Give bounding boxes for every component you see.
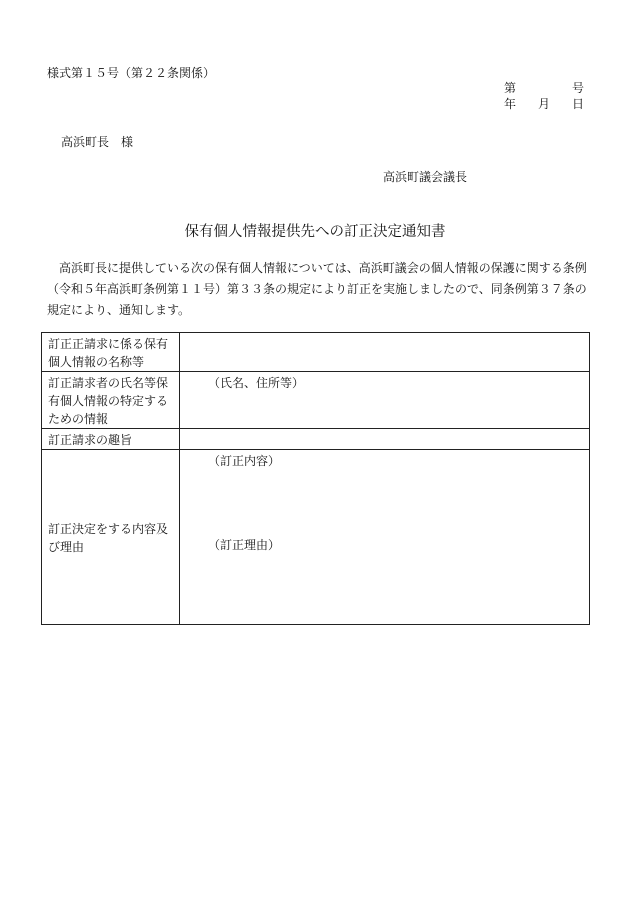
form-number: 様式第１５号（第２２条関係） [47, 66, 216, 80]
table-row [42, 333, 590, 372]
form-table [41, 332, 590, 625]
table-row [42, 429, 590, 450]
row2-label: 訂正請求者の氏名等保有個人情報の特定するための情報 [42, 372, 180, 429]
body-text [47, 258, 589, 321]
correction-content-label: （訂正内容） [208, 454, 281, 468]
date-month: 月 [537, 97, 550, 111]
date-day: 日 [571, 97, 584, 111]
row3-value[interactable] [180, 429, 590, 450]
document-title: 保有個人情報提供先への訂正決定通知書 [184, 224, 446, 240]
sender: 高浜町議会議長 [383, 170, 468, 184]
row1-label: 訂正正請求に係る保有個人情報の名称等 [42, 333, 180, 372]
table-row [42, 372, 590, 429]
row4-label: 訂正決定をする内容及び理由 [42, 450, 180, 625]
document-number-date [504, 80, 584, 112]
document-number [504, 80, 584, 96]
row1-value[interactable] [180, 333, 590, 372]
date-year: 年 [504, 97, 517, 111]
doc-number-prefix: 第 [504, 81, 517, 95]
document-date [504, 96, 584, 112]
row2-placeholder: （氏名、住所等） [208, 376, 305, 390]
table-row [42, 450, 590, 625]
row2-value[interactable] [180, 372, 590, 429]
row3-label: 訂正請求の趣旨 [42, 429, 180, 450]
doc-number-suffix: 号 [571, 81, 584, 95]
correction-reason-label: （訂正理由） [208, 538, 281, 552]
row4-value[interactable] [180, 450, 590, 625]
addressee: 高浜町長 様 [61, 135, 134, 149]
body-paragraph: 高浜町長に提供している次の保有個人情報については、高浜町議会の個人情報の保護に関する条例（令和５年高浜町条例第１１号）第３３条の規定により訂正を実施しましたので、同条例第３７条の規定により、通知します。 [47, 261, 587, 317]
